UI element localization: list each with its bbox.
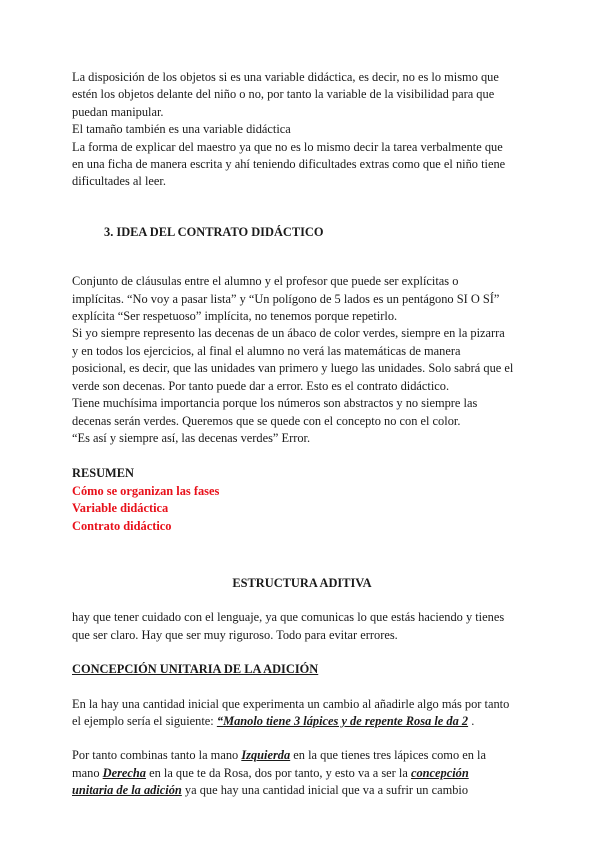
text-span: Por tanto combinas tanto la mano: [72, 748, 242, 763]
text-line: Si yo siempre represento las decenas de un ábaco de color verdes, siempre en la pizarra: [72, 326, 505, 341]
izquierda-emphasis: Izquierda: [241, 748, 291, 763]
heading-contrato-didactico: 3. IDEA DEL CONTRATO DIDÁCTICO: [104, 224, 324, 239]
text-line: decenas serán verdes. Queremos que se quede con el concepto no con el color.: [72, 413, 461, 428]
text-line: que ser claro. Hay que ser muy riguroso. Todo para evitar errores.: [72, 627, 398, 642]
text-line: dificultades al leer.: [72, 174, 166, 189]
text-line: La disposición de los objetos si es una variable didáctica, es decir, no es lo mismo que: [72, 70, 499, 84]
text-line: explícita “Ser respetuoso” implícita, no tenemos porque repetirlo.: [72, 309, 398, 324]
paragraph-lenguaje: [72, 609, 532, 644]
summary-block: [72, 465, 532, 535]
text-line: [72, 765, 532, 782]
text-line: posicional, es decir, que las unidades van primero y luego las unidades. Solo sabrá que el: [72, 361, 514, 376]
derecha-emphasis: Derecha: [102, 765, 146, 780]
text-line: Conjunto de cláusulas entre el alumno y el profesor que puede ser explícitas o: [72, 274, 459, 289]
text-span: en la que tienes tres lápices como en la: [290, 748, 486, 763]
summary-item: Variable didáctica: [72, 501, 169, 516]
paragraph-contrato: [72, 273, 532, 447]
concepcion-emphasis: concepción: [410, 765, 469, 780]
text-line: [72, 713, 532, 730]
heading-concepcion-unitaria: CONCEPCIÓN UNITARIA DE LA ADICIÓN: [72, 662, 319, 677]
paragraph-ejemplo: [72, 696, 532, 731]
text-line: y en todos los ejercicios, al final el alumno no verá las matemáticas de manera: [72, 343, 461, 358]
paragraph-variables: [72, 69, 532, 191]
text-span: mano: [72, 765, 103, 780]
paragraph-manos: [72, 747, 532, 799]
text-line: hay que tener cuidado con el lenguaje, ya que comunicas lo que estás haciendo y tienes: [72, 610, 505, 625]
text-line: La forma de explicar del maestro ya que no es lo mismo decir la tarea verbalmente que: [72, 139, 503, 154]
summary-title: RESUMEN: [72, 466, 134, 481]
text-line: El tamaño también es una variable didáctica: [72, 122, 291, 137]
text-line: puedan manipular.: [72, 104, 164, 119]
example-emphasis: Manolo tiene 3 lápices y de repente Rosa le da 2: [223, 713, 469, 728]
text-line: en una ficha de manera escrita y ahí teniendo dificultades extras como que el niño tiene: [72, 157, 506, 172]
text-line: estén los objetos delante del niño o no, por tanto la variable de la visibilidad para que: [72, 87, 495, 102]
unitaria-emphasis: unitaria de la adición: [72, 783, 182, 798]
summary-item: Contrato didáctico: [72, 518, 172, 533]
text-span: en la que te da Rosa, dos por tanto, y esto va a ser la: [146, 765, 411, 780]
text-line: [72, 782, 532, 799]
text-line: Tiene muchísima importancia porque los números son abstractos y no siempre las: [72, 396, 478, 411]
text-span: el ejemplo sería el siguiente:: [72, 713, 217, 728]
heading-estructura-aditiva: ESTRUCTURA ADITIVA: [232, 575, 372, 590]
text-line: [72, 747, 532, 764]
text-line: En la hay una cantidad inicial que experimenta un cambio al añadirle algo más por tanto: [72, 696, 510, 711]
text-line: implícitas. “No voy a pasar lista” y “Un polígono de 5 lados es un pentágono SI O SÍ”: [72, 291, 500, 306]
text-span: ya que hay una cantidad inicial que va a sufrir un cambio: [181, 783, 469, 798]
quote-mark: “: [216, 713, 224, 728]
text-line: “Es así y siempre así, las decenas verdes” Error.: [72, 430, 311, 445]
text-span: .: [468, 713, 475, 728]
summary-item: Cómo se organizan las fases: [72, 483, 220, 498]
document-page: [72, 69, 532, 800]
text-line: verde son decenas. Por tanto puede dar a error. Esto es el contrato didáctico.: [72, 378, 450, 393]
